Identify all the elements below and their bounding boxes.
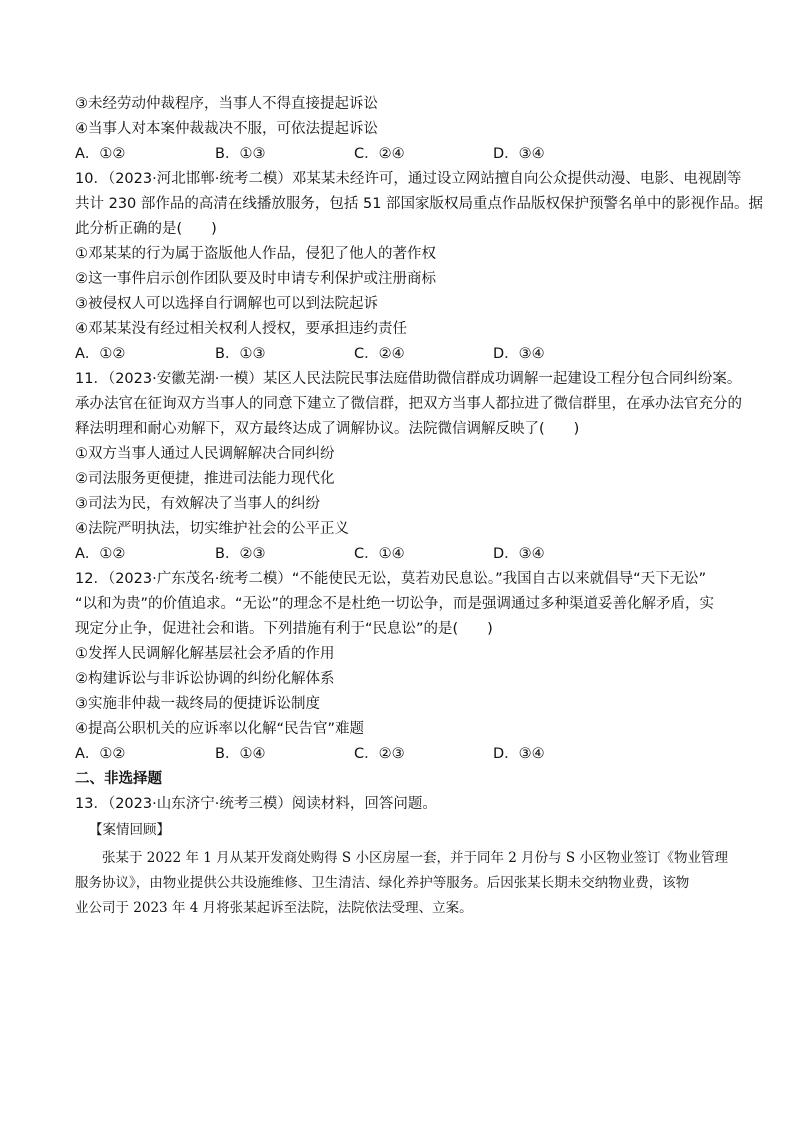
q10-stem-line-3: 此分析正确的是( )	[75, 221, 217, 237]
q12-item-4: ④提高公职机关的应诉率以化解“民告官”难题	[75, 721, 365, 737]
q12-item-3: ③实施非仲裁一裁终局的便捷诉讼制度	[75, 696, 320, 712]
option-d: D．③④	[493, 346, 545, 362]
q11-item-1: ①双方当事人通过人民调解解决合同纠纷	[75, 446, 335, 462]
q11-options	[75, 544, 715, 564]
case-paragraph-line-2: 服务协议》，由物业提供公共设施维修、卫生清洁、绿化养护等服务。后因张某长期未交纳物业费，该物	[75, 875, 690, 891]
case-paragraph-line-1: 张某于 2022 年 1 月从某开发商处购得 S 小区房屋一套，并于同年 2 月份与 S 小区物业签订《物业管理	[102, 850, 728, 866]
option-b: B．①③	[215, 346, 266, 362]
q10-options	[75, 344, 715, 364]
option-d: D．③④	[493, 546, 545, 562]
q10-item-4: ④邓某某没有经过相关权利人授权，要承担违约责任	[75, 321, 407, 337]
q10-item-3: ③被侵权人可以选择自行调解也可以到法院起诉	[75, 296, 378, 312]
q12-item-2: ②构建诉讼与非诉讼协调的纠纷化解体系	[75, 671, 335, 687]
prev-options	[75, 144, 715, 164]
q12-stem-line-1: 12．（2023·广东茂名·统考二模）“不能使民无讼，莫若劝民息讼。”我国自古以来就倡导“天下无讼”	[75, 571, 707, 587]
option-c: C．②④	[354, 346, 405, 362]
q11-item-4: ④法院严明执法，切实维护社会的公平正义	[75, 521, 349, 537]
q11-item-2: ②司法服务更便捷，推进司法能力现代化	[75, 471, 335, 487]
section-heading: 二、非选择题	[75, 771, 162, 787]
q12-stem-line-2: “以和为贵”的价值追求。“无讼”的理念不是杜绝一切讼争，而是强调通过多种渠道妥善化解矛盾，实	[75, 596, 715, 612]
q13-stem: 13．（2023·山东济宁·统考三模）阅读材料，回答问题。	[75, 796, 437, 812]
option-b: B．①④	[215, 746, 266, 762]
option-c: C．②③	[354, 746, 405, 762]
option-b: B．②③	[215, 546, 266, 562]
prev-item-4: ④当事人对本案仲裁裁决不服，可依法提起诉讼	[75, 121, 378, 137]
q12-item-1: ①发挥人民调解化解基层社会矛盾的作用	[75, 646, 335, 662]
prev-item-3: ③未经劳动仲裁程序，当事人不得直接提起诉讼	[75, 96, 378, 112]
option-a: A．①②	[75, 146, 126, 162]
option-b: B．①③	[215, 146, 266, 162]
q10-item-1: ①邓某某的行为属于盗版他人作品，侵犯了他人的著作权	[75, 246, 436, 262]
q11-stem-line-1: 11．（2023·安徽芜湖·一模）某区人民法院民事法庭借助微信群成功调解一起建设工程分包合同纠纷案。	[75, 371, 742, 387]
option-a: A．①②	[75, 546, 126, 562]
q12-stem-line-3: 现定分止争，促进社会和谐。下列措施有利于“民息讼”的是( )	[75, 621, 493, 637]
q10-stem-line-1: 10．（2023·河北邯郸·统考二模）邓某某未经许可，通过设立网站擅自向公众提供动漫、电影、电视剧等	[75, 171, 742, 187]
q10-stem-line-2: 共计 230 部作品的高清在线播放服务，包括 51 部国家版权局重点作品版权保护预警名单中的影视作品。据	[75, 196, 764, 212]
option-a: A．①②	[75, 746, 126, 762]
option-d: D．③④	[493, 746, 545, 762]
case-paragraph-line-3: 业公司于 2023 年 4 月将张某起诉至法院，法院依法受理、立案。	[75, 900, 473, 916]
option-d: D．③④	[493, 146, 545, 162]
option-c: C．①④	[354, 546, 405, 562]
q12-options	[75, 744, 715, 764]
option-a: A．①②	[75, 346, 126, 362]
q11-item-3: ③司法为民，有效解决了当事人的纠纷	[75, 496, 320, 512]
case-review-label: 【案情回顾】	[89, 822, 170, 838]
q11-stem-line-3: 释法明理和耐心劝解下，双方最终达成了调解协议。法院微信调解反映了( )	[75, 421, 580, 437]
q10-item-2: ②这一事件启示创作团队要及时申请专利保护或注册商标	[75, 271, 436, 287]
q11-stem-line-2: 承办法官在征询双方当事人的同意下建立了微信群，把双方当事人都拉进了微信群里，在承办法官充分的	[75, 396, 742, 412]
option-c: C．②④	[354, 146, 405, 162]
